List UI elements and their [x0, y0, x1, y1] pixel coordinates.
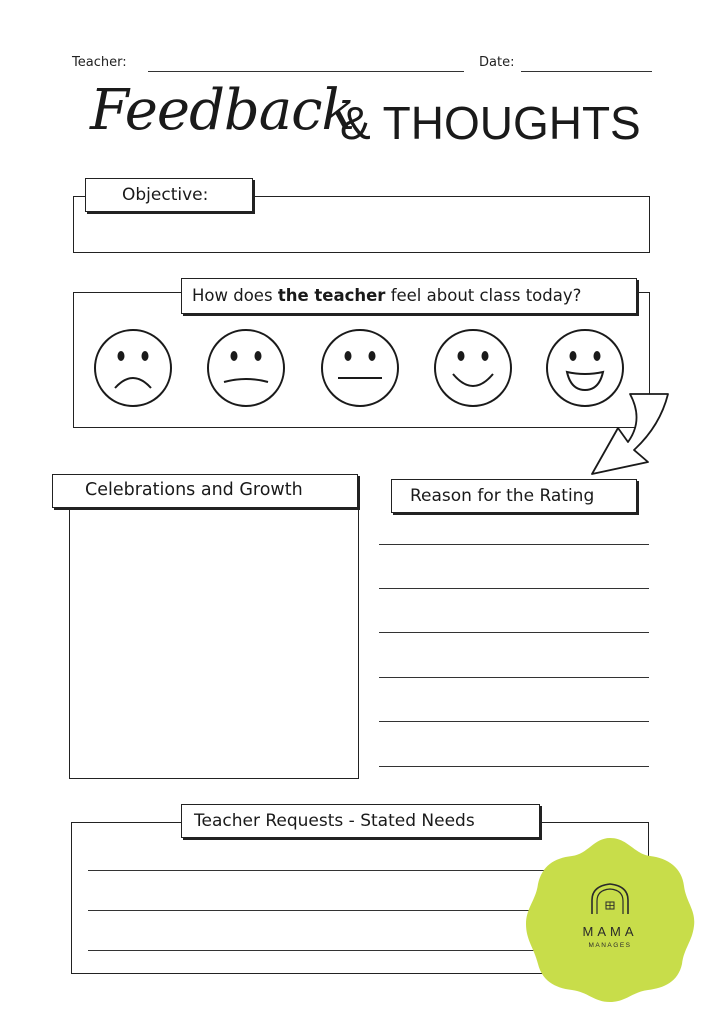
faces-row — [88, 328, 633, 408]
reason-line[interactable] — [379, 721, 649, 722]
requests-line[interactable] — [88, 910, 558, 911]
date-field[interactable] — [521, 71, 652, 72]
teacher-label: Teacher: — [72, 55, 127, 70]
reason-label: Reason for the Rating — [391, 479, 637, 513]
teacher-name-field[interactable] — [148, 71, 464, 72]
reason-line[interactable] — [379, 632, 649, 633]
question-bold: the teacher — [277, 285, 386, 305]
sad-face-icon[interactable] — [208, 330, 284, 406]
date-label: Date: — [479, 55, 515, 70]
very-sad-face-icon[interactable] — [95, 330, 171, 406]
question-prefix: How does — [192, 285, 278, 305]
requests-label: Teacher Requests - Stated Needs — [181, 804, 540, 838]
requests-line[interactable] — [88, 870, 558, 871]
title-main: & THOUGHTS — [340, 97, 641, 149]
celebrations-label: Celebrations and Growth — [52, 474, 358, 508]
question-suffix: feel about class today? — [385, 285, 582, 305]
celebrations-box[interactable] — [69, 499, 359, 779]
logo-badge — [524, 834, 696, 1004]
reason-line[interactable] — [379, 544, 649, 545]
requests-line[interactable] — [88, 950, 558, 951]
logo-line1: MAMA — [582, 924, 638, 939]
feeling-question — [181, 278, 637, 314]
title-script: Feedback — [90, 78, 355, 143]
arrow-icon — [590, 386, 680, 486]
objective-label: Objective: — [85, 178, 253, 212]
reason-line[interactable] — [379, 588, 649, 589]
neutral-face-icon[interactable] — [322, 330, 398, 406]
reason-line[interactable] — [379, 677, 649, 678]
reason-line[interactable] — [379, 766, 649, 767]
logo-line2: MANAGES — [588, 942, 632, 949]
happy-face-icon[interactable] — [435, 330, 511, 406]
